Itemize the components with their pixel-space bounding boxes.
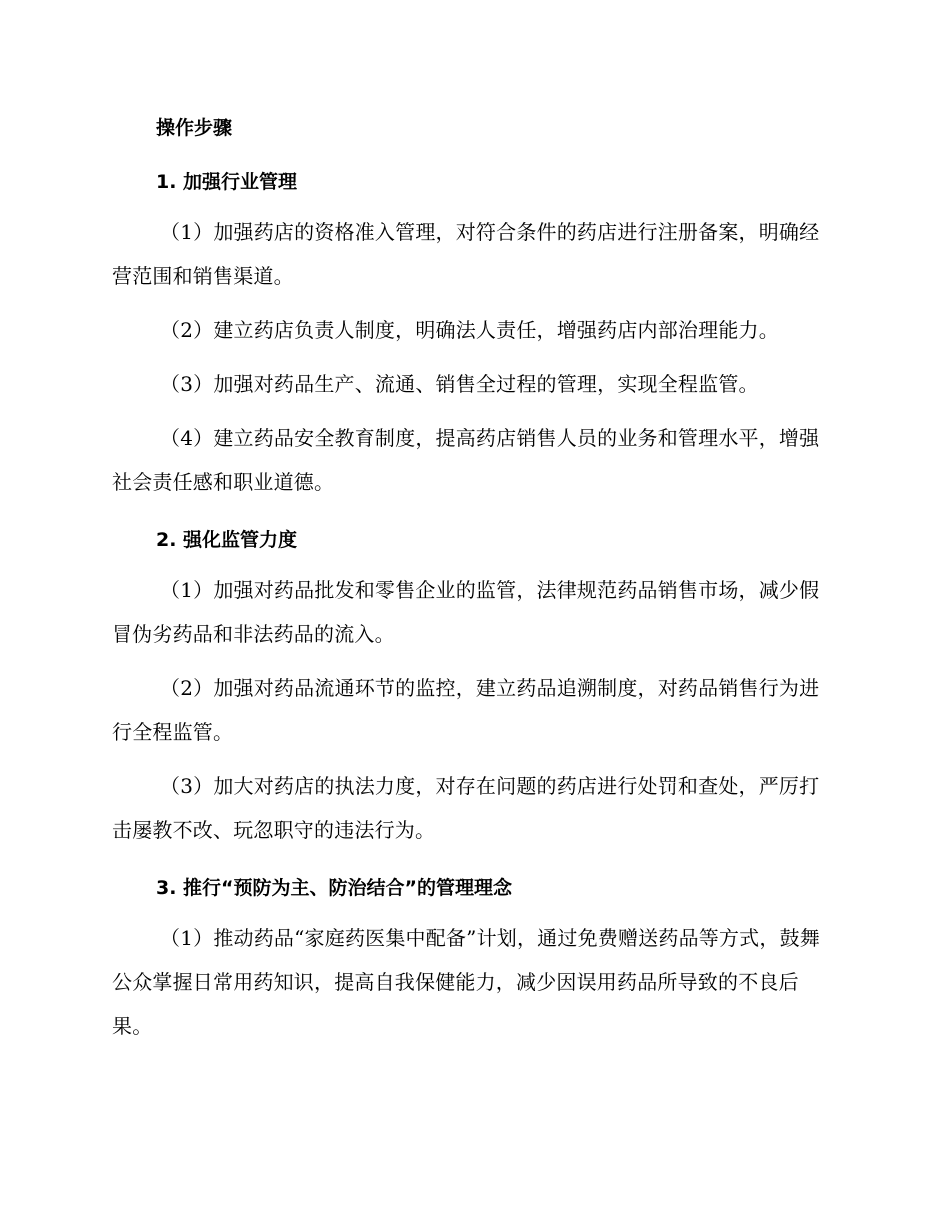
section-heading-2: 2. 强化监管力度 [156, 529, 298, 551]
document-title: 操作步骤 [156, 117, 233, 139]
section-heading-3: 3. 推行“预防为主、防治结合”的管理理念 [156, 877, 513, 899]
paragraph: （3）加大对药店的执法力度，对存在问题的药店进行处罚和查处，严厉打击屡教不改、玩忽职守的违法行为。 [112, 774, 820, 842]
paragraph: （3）加强对药品生产、流通、销售全过程的管理，实现全程监管。 [160, 372, 759, 396]
paragraph: （1）加强对药品批发和零售企业的监管，法律规范药品销售市场，减少假冒伪劣药品和非法药品的流入。 [112, 578, 820, 646]
paragraph: （1）加强药店的资格准入管理，对符合条件的药店进行注册备案，明确经营范围和销售渠道。 [112, 220, 820, 288]
paragraph: （4）建立药品安全教育制度，提高药店销售人员的业务和管理水平，增强社会责任感和职业道德。 [112, 426, 820, 494]
document-page [112, 110, 837, 1048]
section-heading-1: 1. 加强行业管理 [156, 171, 298, 193]
paragraph: （2）建立药店负责人制度，明确法人责任，增强药店内部治理能力。 [160, 318, 779, 342]
paragraph: （1）推动药品“家庭药医集中配备”计划，通过免费赠送药品等方式，鼓舞公众掌握日常用药知识，提高自我保健能力，减少因误用药品所导致的不良后果。 [112, 926, 820, 1038]
paragraph: （2）加强对药品流通环节的监控，建立药品追溯制度，对药品销售行为进行全程监管。 [112, 676, 820, 744]
